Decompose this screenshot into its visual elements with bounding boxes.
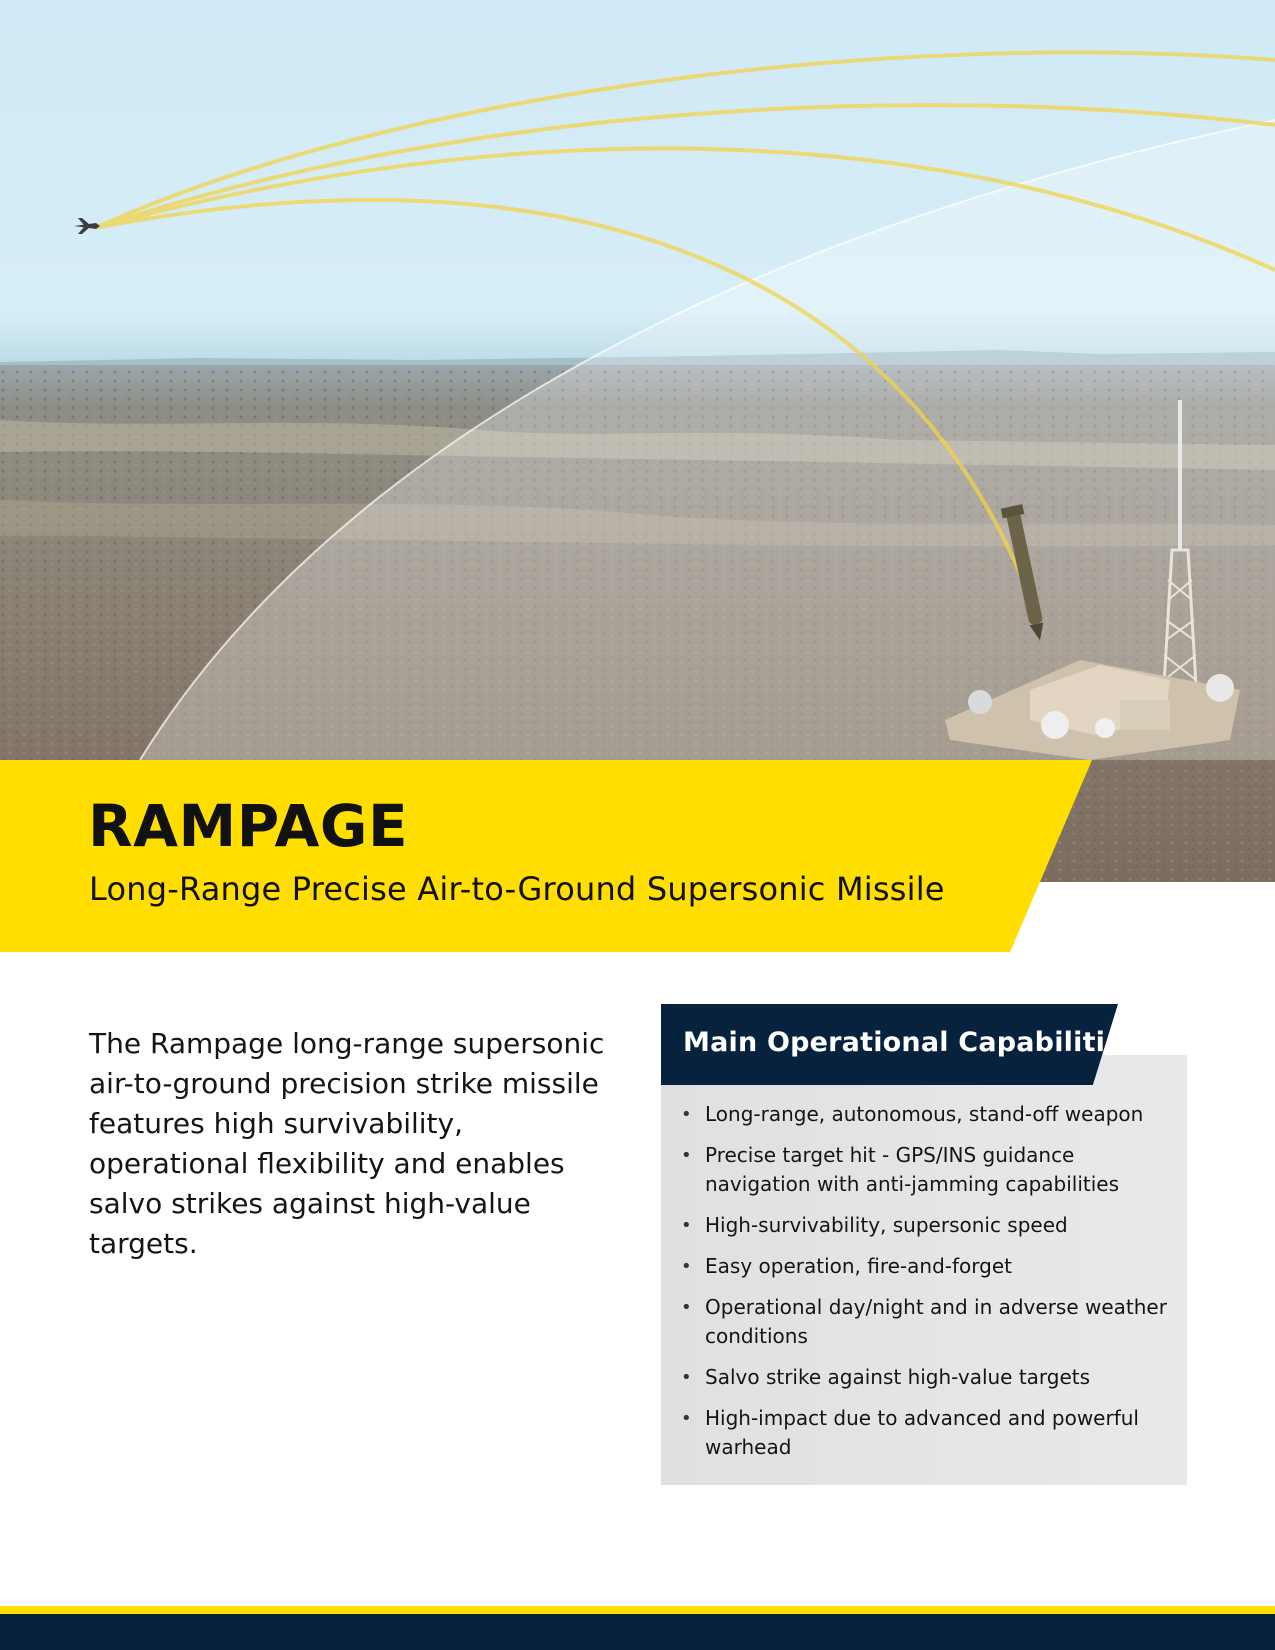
capability-text: High-survivability, supersonic speed: [705, 1213, 1068, 1237]
bullet-icon: •: [681, 1145, 692, 1166]
footer-accent-bar: [0, 1606, 1275, 1614]
list-item: [681, 1252, 1181, 1281]
capability-text: Salvo strike against high-value targets: [705, 1365, 1091, 1389]
capabilities-title: Main Operational Capabilities: [683, 1027, 1140, 1058]
capability-text: Long-range, autonomous, stand-off weapon: [705, 1102, 1144, 1126]
capability-text: High-impact due to advanced and powerful warhead: [705, 1406, 1139, 1459]
bullet-icon: •: [681, 1367, 692, 1388]
capability-text: Easy operation, fire-and-forget: [705, 1254, 1012, 1278]
footer-bar: [0, 1614, 1275, 1650]
bullet-icon: •: [681, 1104, 692, 1125]
bullet-icon: •: [681, 1215, 692, 1236]
capability-text: Operational day/night and in adverse weather conditions: [705, 1295, 1167, 1348]
list-item: [681, 1211, 1181, 1240]
capabilities-list: [681, 1100, 1181, 1474]
list-item: [681, 1293, 1181, 1351]
product-title: RAMPAGE: [88, 792, 409, 860]
list-item: [681, 1141, 1181, 1199]
bullet-icon: •: [681, 1297, 692, 1318]
list-item: [681, 1100, 1181, 1129]
capability-text: Precise target hit - GPS/INS guidance navigation with anti-jamming capabilities: [705, 1143, 1120, 1196]
list-item: [681, 1363, 1181, 1392]
product-subtitle: Long-Range Precise Air-to-Ground Supersonic Missile: [89, 870, 945, 908]
bullet-icon: •: [681, 1408, 692, 1429]
list-item: [681, 1404, 1181, 1462]
bullet-icon: •: [681, 1256, 692, 1277]
intro-paragraph: The Rampage long-range supersonic air-to-ground precision strike missile features high survivability, operational flexibility and enables salvo strikes against high-value targets.: [89, 1027, 605, 1260]
